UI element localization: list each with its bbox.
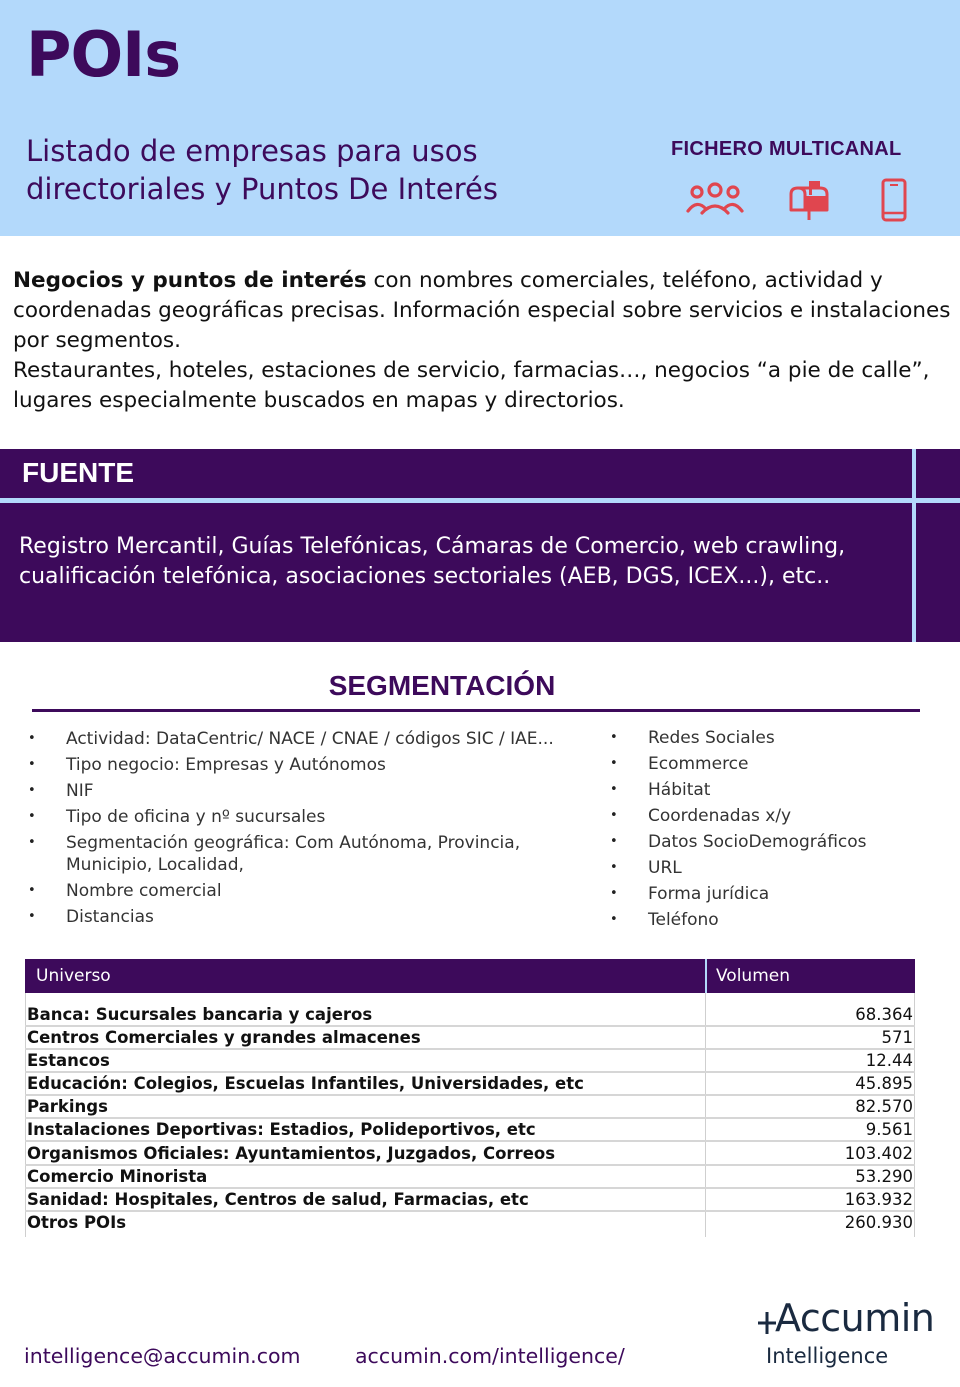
intro-text-2: Restaurantes, hoteles, estaciones de servicio, farmacias…, negocios “a pie de calle”, lugares especialmente buscados en mapas y directorios. bbox=[13, 358, 930, 413]
subtitle-line-2: directoriales y Puntos De Interés bbox=[26, 172, 498, 206]
logo-subtitle: Intelligence bbox=[766, 1344, 889, 1368]
table-header-volumen: Volumen bbox=[716, 966, 791, 986]
table-row bbox=[25, 1119, 915, 1142]
bullet: • bbox=[610, 860, 618, 875]
list-item: • Tipo negocio: Empresas y Autónomos bbox=[28, 755, 386, 775]
bullet: • bbox=[28, 757, 36, 772]
cell-universo: Otros POIs bbox=[27, 1213, 127, 1232]
bullet: • bbox=[610, 808, 618, 823]
fuente-header-corner bbox=[916, 449, 960, 498]
logo-wordmark: Accumin bbox=[775, 1296, 935, 1340]
cell-universo: Banca: Sucursales bancaria y cajeros bbox=[27, 1005, 373, 1024]
list-item: • Distancias bbox=[28, 907, 154, 927]
page-subtitle bbox=[26, 132, 586, 208]
cell-volumen: 9.561 bbox=[865, 1120, 913, 1139]
cell-volumen: 68.364 bbox=[855, 1005, 913, 1024]
intro-paragraph bbox=[13, 266, 958, 416]
table-header-divider bbox=[705, 959, 707, 993]
segmentacion-rule bbox=[32, 709, 920, 712]
intro-bold-lead: Negocios y puntos de interés bbox=[13, 268, 367, 293]
cell-volumen: 163.932 bbox=[844, 1190, 913, 1209]
table-header-universo: Universo bbox=[36, 966, 111, 986]
footer-website-link[interactable]: accumin.com/intelligence/ bbox=[355, 1344, 625, 1368]
table-row bbox=[25, 1050, 915, 1073]
cell-volumen: 45.895 bbox=[855, 1074, 913, 1093]
footer-email-link[interactable]: intelligence@accumin.com bbox=[24, 1344, 301, 1368]
cell-universo: Estancos bbox=[27, 1051, 110, 1070]
list-item: • URL bbox=[610, 858, 682, 878]
list-item: • Tipo de oficina y nº sucursales bbox=[28, 807, 326, 827]
page-title: POIs bbox=[26, 18, 181, 91]
bullet: • bbox=[28, 731, 36, 746]
channel-label: FICHERO MULTICANAL bbox=[671, 138, 902, 160]
mailbox-icon bbox=[787, 178, 829, 222]
fuente-vertical-divider bbox=[912, 449, 916, 642]
bullet: • bbox=[610, 730, 618, 745]
list-item: • Ecommerce bbox=[610, 754, 749, 774]
table-row bbox=[25, 1004, 915, 1027]
segmentacion-right-list bbox=[610, 727, 950, 935]
table-row bbox=[25, 1212, 915, 1235]
people-icon bbox=[686, 178, 744, 222]
list-item: • NIF bbox=[28, 781, 94, 801]
list-item: • Teléfono bbox=[610, 910, 719, 930]
cell-volumen: 260.930 bbox=[844, 1213, 913, 1232]
cell-universo: Comercio Minorista bbox=[27, 1167, 208, 1186]
table-row bbox=[25, 1073, 915, 1096]
cell-volumen: 53.290 bbox=[855, 1167, 913, 1186]
list-item: • Datos SocioDemográficos bbox=[610, 832, 867, 852]
mobile-phone-icon bbox=[880, 178, 908, 222]
list-item: • Coordenadas x/y bbox=[610, 806, 792, 826]
table-row bbox=[25, 1189, 915, 1212]
bullet: • bbox=[610, 834, 618, 849]
list-item: • Redes Sociales bbox=[610, 728, 775, 748]
cell-universo: Parkings bbox=[27, 1097, 108, 1116]
bullet: • bbox=[28, 909, 36, 924]
bullet: • bbox=[28, 835, 36, 850]
fuente-title: FUENTE bbox=[22, 457, 134, 488]
cell-volumen: 571 bbox=[881, 1028, 913, 1047]
subtitle-line-1: Listado de empresas para usos bbox=[26, 134, 478, 168]
cell-universo: Centros Comerciales y grandes almacenes bbox=[27, 1028, 421, 1047]
fuente-header-bar bbox=[0, 449, 912, 498]
bullet: • bbox=[610, 912, 618, 927]
list-item: • Nombre comercial bbox=[28, 881, 222, 901]
list-item: • Forma jurídica bbox=[610, 884, 770, 904]
bullet: • bbox=[610, 756, 618, 771]
cell-universo: Instalaciones Deportivas: Estadios, Polideportivos, etc bbox=[27, 1120, 536, 1139]
table-row bbox=[25, 1166, 915, 1189]
table-row bbox=[25, 1143, 915, 1166]
list-item: • Segmentación geográfica: Com Autónoma, Provincia, Municipio, Localidad, bbox=[28, 833, 521, 875]
bullet: • bbox=[28, 883, 36, 898]
list-item: • Hábitat bbox=[610, 780, 711, 800]
cell-universo: Organismos Oficiales: Ayuntamientos, Juzgados, Correos bbox=[27, 1144, 556, 1163]
bullet: • bbox=[610, 886, 618, 901]
table-row bbox=[25, 1096, 915, 1119]
bullet: • bbox=[28, 809, 36, 824]
segmentacion-left-list bbox=[28, 728, 588, 932]
cell-volumen: 103.402 bbox=[844, 1144, 913, 1163]
fuente-body-corner bbox=[916, 503, 960, 642]
bullet: • bbox=[610, 782, 618, 797]
cell-volumen: 12.44 bbox=[865, 1051, 913, 1070]
intro-text-1: con nombres comerciales, teléfono, actividad y coordenadas geográficas precisas. Información especial sobre servicios e instalaciones por segmentos. bbox=[13, 268, 951, 353]
list-item: • Actividad: DataCentric/ NACE / CNAE / códigos SIC / IAE... bbox=[28, 729, 554, 749]
fuente-text: Registro Mercantil, Guías Telefónicas, Cámaras de Comercio, web crawling, cualificación telefónica, asociaciones sectoriales (AEB, DGS, ICEX...), etc.. bbox=[19, 534, 846, 589]
fuente-divider bbox=[0, 498, 960, 503]
cell-volumen: 82.570 bbox=[855, 1097, 913, 1116]
cell-universo: Sanidad: Hospitales, Centros de salud, Farmacias, etc bbox=[27, 1190, 529, 1209]
table-row bbox=[25, 1027, 915, 1050]
segmentacion-title: SEGMENTACIÓN bbox=[328, 670, 556, 701]
cell-universo: Educación: Colegios, Escuelas Infantiles, Universidades, etc bbox=[27, 1074, 584, 1093]
bullet: • bbox=[28, 783, 36, 798]
